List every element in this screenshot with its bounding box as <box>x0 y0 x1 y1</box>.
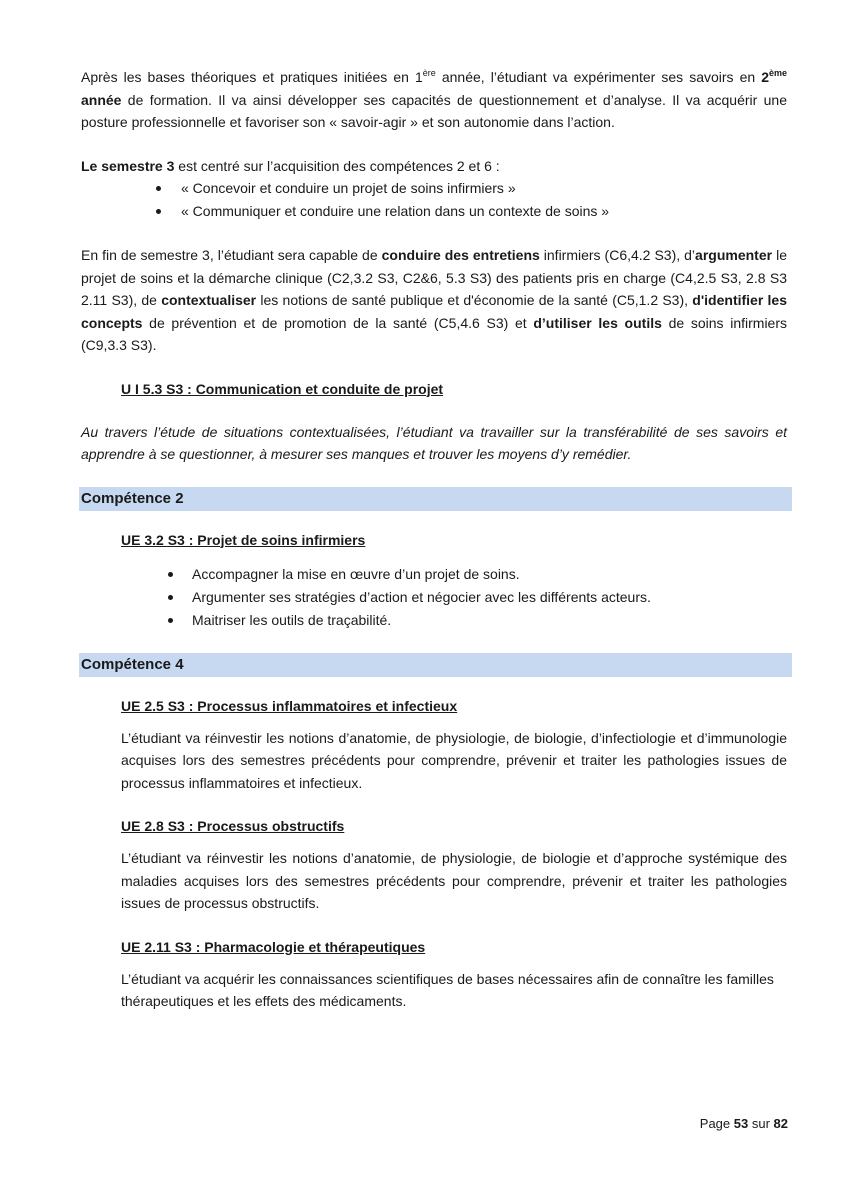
ue28-text: L’étudiant va réinvestir les notions d’anatomie, de physiologie, de biologie et d’approche systémique des maladies acquises lors des semestres précédents pour comprendre, prévenir et traiter les pathologies issues de processus obstructifs. <box>121 850 787 911</box>
list-item: Maitriser les outils de traçabilité. <box>81 609 787 632</box>
fin-semestre-paragraph: En fin de semestre 3, l’étudiant sera capable de conduire des entretiens infirmiers (C6,4.2 S3), d’argumenter le projet de soins et la démarche clinique (C2,3.2 S3, C2&6, 5.3 S3) des patients pris en charge (C4,2.5 S3, 2.8 S3 2.11 S3), de contextualiser les notions de santé publique et d'économie de la santé (C5,1.2 S3), d'identifier les concepts de prévention et de promotion de la santé (C5,4.6 S3) et d’utiliser les outils de soins infirmiers (C9,3.3 S3). <box>81 247 788 353</box>
ue32-title: UE 3.2 S3 : Projet de soins infirmiers <box>121 531 366 548</box>
ui53-title: U I 5.3 S3 : Communication et conduite de projet <box>121 380 444 397</box>
list-item: Accompagner la mise en œuvre d’un projet de soins. <box>81 563 787 586</box>
ue211-text: L’étudiant va acquérir les connaissances scientifiques de bases nécessaires afin de connaître les familles thérapeutiques et les effets des médicaments. <box>121 970 774 1009</box>
competence-4-heading: Compétence 4 <box>79 653 792 677</box>
ue28-title: UE 2.8 S3 : Processus obstructifs <box>121 818 345 834</box>
list-item: « Concevoir et conduire un projet de soins infirmiers » <box>81 177 787 200</box>
ue25-title: UE 2.5 S3 : Processus inflammatoires et infectieux <box>121 697 458 714</box>
intro-paragraph: Après les bases théoriques et pratiques initiées en 1ère année, l’étudiant va expérimenter ses savoirs en 2ème année de formation. Il va ainsi développer ses capacités de questionnement et d’analyse. Il va acquérir une posture professionnelle et favoriser son « savoir-agir » et son autonomie dans l’action. <box>81 68 788 130</box>
ue211-title: UE 2.11 S3 : Pharmacologie et thérapeutiques <box>121 938 426 955</box>
list-item: « Communiquer et conduire une relation dans un contexte de soins » <box>81 200 787 223</box>
competence-2-heading: Compétence 2 <box>79 487 792 511</box>
page-number-footer: Page 53 sur 82 <box>699 1116 788 1131</box>
ue25-text: L’étudiant va réinvestir les notions d’anatomie, de physiologie, de biologie, d’infectiologie et d’immunologie acquises lors des semestres précédents pour comprendre, prévenir et traiter les pathologies issues de processus inflammatoires et infectieux. <box>121 729 787 791</box>
competence-list <box>81 177 787 223</box>
document-page <box>81 66 787 1013</box>
ue32-list <box>81 563 787 632</box>
semestre-intro: Le semestre 3 est centré sur l’acquisition des compétences 2 et 6 : <box>81 157 500 174</box>
list-item: Argumenter ses stratégies d’action et négocier avec les différents acteurs. <box>81 586 787 609</box>
ui53-text: Au travers l’étude de situations contextualisées, l’étudiant va travailler sur la transférabilité de ses savoirs et apprendre à se questionner, à mesurer ses manques et trouver les moyens d’y remédier. <box>81 423 787 462</box>
